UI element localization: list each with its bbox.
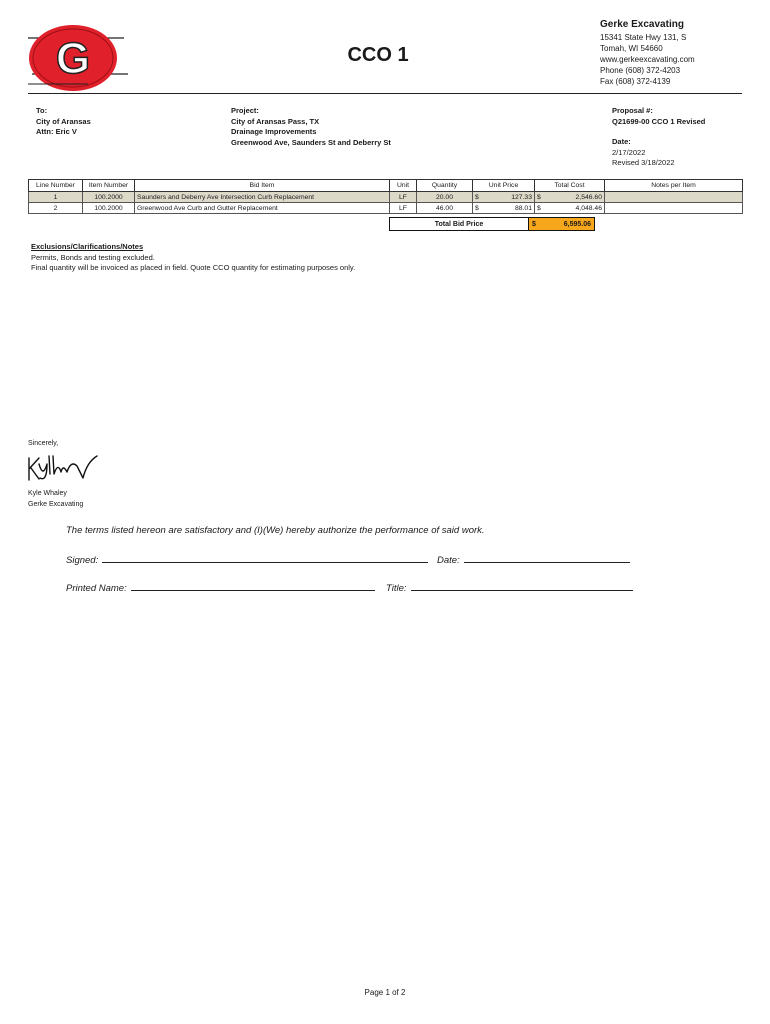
logo-letter: G <box>55 34 91 83</box>
total-bid-price-value: 6,595.06 <box>563 220 591 228</box>
col-header-unit-price: Unit Price <box>473 180 535 192</box>
cell-bid-item: Saunders and Deberry Ave Intersection Curb Replacement <box>135 192 390 203</box>
notes-heading: Exclusions/Clarifications/Notes <box>31 242 144 251</box>
total-bid-price-value-cell <box>528 218 594 230</box>
table-row <box>29 203 743 214</box>
notes-line-1: Permits, Bonds and testing excluded. <box>31 252 155 262</box>
col-header-bid-item: Bid Item <box>135 180 390 192</box>
cell-total-cost <box>535 192 605 203</box>
date-label: Date: <box>612 137 631 146</box>
cell-notes <box>605 192 743 203</box>
to-line-2: Attn: Eric V <box>36 127 77 136</box>
project-line-3: Greenwood Ave, Saunders St and Deberry St <box>231 137 391 147</box>
proposal-revised: Revised 3/18/2022 <box>612 158 675 167</box>
header-divider <box>28 93 742 94</box>
acceptance-terms: The terms listed hereon are satisfactory and (I)(We) hereby authorize the performance of said work. <box>66 525 485 536</box>
table-row <box>29 192 743 203</box>
company-website: www.gerkeexcavating.com <box>600 55 695 64</box>
signed-line <box>66 552 428 566</box>
table-header-row <box>29 180 743 192</box>
col-header-quantity: Quantity <box>417 180 473 192</box>
document-title: CCO 1 <box>347 44 409 66</box>
title-label: Title: <box>386 583 407 594</box>
printed-name-line <box>66 580 375 594</box>
cell-line: 2 <box>29 203 83 214</box>
col-header-line-number: Line Number <box>29 180 83 192</box>
proposal-date: 2/17/2022 <box>612 147 646 157</box>
company-name: Gerke Excavating <box>600 19 684 30</box>
date-field[interactable] <box>464 552 630 563</box>
col-header-total-cost: Total Cost <box>535 180 605 192</box>
col-header-item-number: Item Number <box>83 180 135 192</box>
company-info <box>600 18 695 87</box>
signer-name: Kyle Whaley <box>28 490 67 497</box>
notes-section <box>31 242 355 274</box>
project-label: Project: <box>231 106 259 115</box>
currency-symbol: $ <box>475 204 479 212</box>
project-line-2: Drainage Improvements <box>231 127 317 136</box>
signer-block <box>28 488 83 510</box>
cell-unit-price <box>473 192 535 203</box>
signed-label: Signed: <box>66 555 99 566</box>
printed-name-label: Printed Name: <box>66 583 127 594</box>
closing-text: Sincerely, <box>28 440 59 447</box>
cell-quantity: 46.00 <box>417 203 473 214</box>
currency-symbol: $ <box>537 193 541 201</box>
unit-price-value: 127.33 <box>511 193 532 201</box>
page-number: Page 1 of 2 <box>364 988 406 997</box>
cell-unit: LF <box>390 203 417 214</box>
total-cost-value: 4,048.46 <box>575 204 602 212</box>
company-address-1: 15341 State Hwy 131, S <box>600 33 687 42</box>
to-line-1: City of Aransas <box>36 116 91 126</box>
to-label: To: <box>36 106 48 115</box>
col-header-unit: Unit <box>390 180 417 192</box>
proposal-block <box>612 106 705 169</box>
currency-symbol: $ <box>475 193 479 201</box>
total-bid-price-box <box>389 217 595 231</box>
to-block <box>36 106 91 138</box>
cell-unit-price <box>473 203 535 214</box>
date-line <box>437 552 630 566</box>
notes-line-2: Final quantity will be invoiced as placed in field. Quote CCO quantity for estimating purposes only. <box>31 263 356 272</box>
signed-field[interactable] <box>102 552 428 563</box>
cell-item: 100.2000 <box>83 203 135 214</box>
project-block <box>231 106 391 148</box>
total-cost-value: 2,546.60 <box>575 193 602 201</box>
col-header-notes: Notes per Item <box>605 180 743 192</box>
unit-price-value: 88.01 <box>514 204 532 212</box>
cell-quantity: 20.00 <box>417 192 473 203</box>
title-line <box>386 580 633 594</box>
cell-item: 100.2000 <box>83 192 135 203</box>
handwritten-signature <box>25 452 101 482</box>
currency-symbol: $ <box>537 204 541 212</box>
printed-name-field[interactable] <box>131 580 375 591</box>
acceptance-date-label: Date: <box>437 555 460 566</box>
company-phone: Phone (608) 372-4203 <box>600 66 681 75</box>
currency-symbol: $ <box>532 220 536 228</box>
cell-unit: LF <box>390 192 417 203</box>
proposal-number: Q21699-00 CCO 1 Revised <box>612 116 706 126</box>
cell-line: 1 <box>29 192 83 203</box>
signer-company: Gerke Excavating <box>28 501 84 508</box>
cell-total-cost <box>535 203 605 214</box>
cell-bid-item: Greenwood Ave Curb and Gutter Replacement <box>135 203 390 214</box>
proposal-label: Proposal #: <box>612 106 653 115</box>
company-fax: Fax (608) 372-4139 <box>600 77 671 86</box>
total-bid-price-label: Total Bid Price <box>434 220 484 228</box>
cell-notes <box>605 203 743 214</box>
bid-table <box>28 179 743 214</box>
company-address-2: Tomah, WI 54660 <box>600 44 663 53</box>
title-field[interactable] <box>411 580 633 591</box>
project-line-1: City of Aransas Pass, TX <box>231 116 320 126</box>
